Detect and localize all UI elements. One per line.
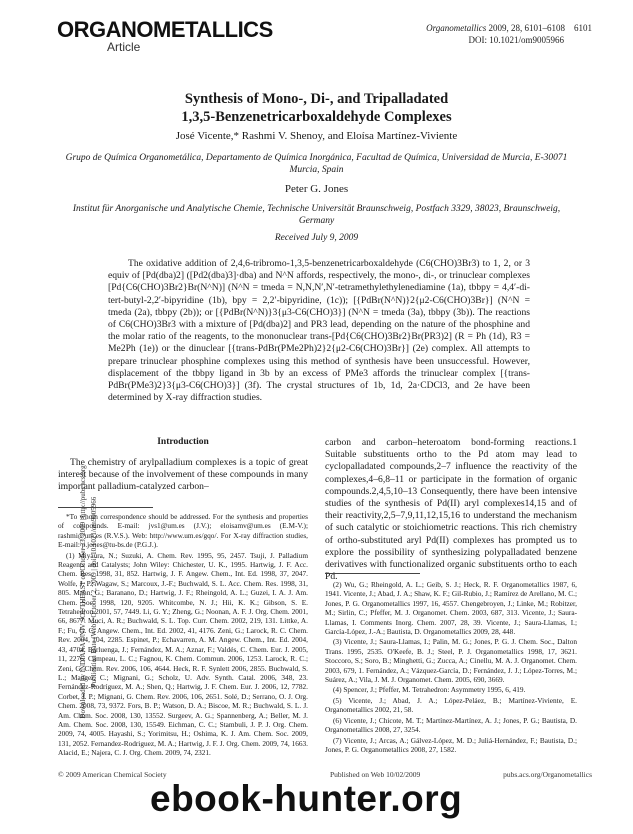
introduction-continued: carbon and carbon–heteroatom bond-forming reactions.1 Suitable substituents ortho to the Pd atom may lead to cyclopalladated compounds,2–7 influence the reactivity of the complexes,4–6,8–11 or participate in the formation of organic compounds.2,4,5,10–13 Consequently, there have been intensive studies of the synthesis of Pd(II) aryl complexes14,15 and of their reactivity,2,5–7,9,11,12,15,16 to understand the mechanism of such catalytic or stoichiometric reactions. This rich chemistry of ortho-substituted aryl Pd(II) complexes has prompted us to explore the possibility of synthesizing polypalladated benzene derivatives with functionalized organic substituents ortho to each Pd. (325, 437, 577, 583)
published-date: Published on Web 10/02/2009 (330, 770, 421, 779)
footnote-divider-right (325, 573, 420, 574)
article-type-label: Article (107, 40, 141, 54)
reference-5: (5) Vicente, J.; Abad, J. A.; López-Peláez, B.; Martínez-Viviente, E. Organometallics 2002, 21, 58. (325, 695, 577, 715)
reference-1: (1) Miyaura, N.; Suzuki, A. Chem. Rev. 1995, 95, 2457. Tsuji, J. Palladium Reagents and Catalysts; John Wiley: Chichester, U. K., 1995. Hartwig, J. F. Acc. Chem. Res. 1998, 31, 852. Hartwig, J. F. Angew. Chem., Int. Ed. 1998, 37, 2047. Wolfe, J. P.; Wagaw, S.; Marcoux, J.-F.; Buchwald, S. L. Acc. Chem. Res. 1998, 31, 805. Mann, G.; Baranano, D.; Hartwig, J. F.; Rheingold, A. L.; Guzei, I. A. J. Am. Chem. Soc. 1998, 120, 9205. Whitcombe, N. J.; Hii, K. K.; Gibson, S. E. Tetrahedron 2001, 57, 7449. Li, G. Y.; Zheng, G.; Noonan, A. F. J. Org. Chem. 2001, 66, 8677. Muci, A. R.; Buchwald, S. L. Top. Curr. Chem. 2002, 219, 131. Littke, A. F.; Fu, G. C. Angew. Chem., Int. Ed. 2002, 41, 4176. Zeni, G.; Larock, R. C. Chem. Rev. 2004, 104, 2285. Espinet, P.; Echavarren, A. M. Angew. Chem., Int. Ed. 2004, 43, 4704. Barluenga, J.; Fernández, M. A.; Aznar, F.; Valdés, C. Chem. Eur. J. 2005, 11, 2276. Campeau, L. C.; Fagnou, K. Chem. Commun. 2006, 1253. Larock, R. C.; Zeni, G. Chem. Rev. 2006, 106, 4644. Heck, R. F. Synlett 2006, 2855. Buchwald, S. L.; Mauger, C.; Mignani, G.; Scholz, U. Adv. Synth. Catal. 2006, 348, 23. Fernández-Rodríguez, M. A.; Shen, Q.; Hartwig, J. F. Chem. Eur. J. 2006, 12, 7782. Corbet, J. P.; Mignani, G. Chem. Rev. 2006, 106, 2651. Solé, D.; Serrano, O. J. Org. Chem. 2008, 73, 9372. Fors, B. P.; Watson, D. A.; Biscoe, M. R.; Buchwald, S. L. J. Am. Chem. Soc. 2008, 130, 13552. Surgeev, A. G.; Spannenberg, A.; Beller, M. J. Am. Chem. Soc. 2008, 130, 15549. Eichman, C. C.; Stambuli, J. P. J. Org. Chem. 2009, 74, 4005. Hayashi, S.; Yorimitsu, H.; Oshima, K. J. Am. Chem. Soc. 2009, 131, 2052. Fernandez-Rodriguez, M. A.; Hartwig, J. F. J. Org. Chem. 2009, 74, 1663. Alacid, E.; Najera, C. J. Org. Chem. 2009, 74, 2321. (58, 550, 308, 758)
footnotes-left-column (58, 512, 308, 759)
footnote-divider-left (58, 507, 153, 508)
journal-citation (426, 22, 592, 46)
sidebar-publication-line: Publication Date (Web): October 2, 2009 | doi: 10.1021/om9005966 (90, 496, 98, 688)
introduction-paragraph: The chemistry of arylpalladium complexes is a topic of great interest because of the involvement of these compounds in many important palladium-catalyzed carbon– (58, 457, 308, 493)
page-number: 6101 (574, 23, 592, 33)
journal-logo (57, 17, 273, 54)
reference-2: (2) Wu, G.; Rheingold, A. L.; Geib, S. J.; Heck, R. F. Organometallics 1987, 6, 1941. Vicente, J.; Abad, J. A.; Shaw, K. F.; Gil-Rubio, J.; Ramírez de Arellano, M. C.; Jones, P. G. Organometallics 1997, 16, 4557. Chengebroyen, J.; Linke, M.; Robitzer, M.; Sirlin, C.; Pfeffer, M. J. Organomet. Chem. 2003, 687, 313. Vicente, J.; Saura-Llamas, I. Comments Inorg. Chem. 2007, 28, 39. Vicente, J.; Saura-Llamas, I.; García-López, J.-A.; Bautista, D. Organometallics 2009, 28, 448. (325, 580, 577, 637)
doi: DOI: 10.1021/om9005966 (468, 35, 564, 45)
copyright-notice: © 2009 American Chemical Society (58, 770, 167, 779)
sidebar-download-line: Downloaded by INDIANA UNIV SOUTHEAST on October 23, 2009 | http://pubs.acs.org (79, 465, 87, 719)
author-list: José Vicente,* Rashmi V. Shenoy, and Eloísa Martínez-Viviente (175, 130, 458, 142)
title-line-1: Synthesis of Mono-, Di-, and Tripalladated (184, 91, 449, 107)
citation-journal-name: Organometallics (426, 23, 487, 33)
reference-3: (3) Vicente, J.; Saura-Llamas, I.; Palin, M. G.; Jones, P. G. J. Chem. Soc., Dalton Trans. 1995, 2535. O'Keefe, B. J.; Steel, P. J. Organometallics 1998, 17, 3621. Stoccoro, S.; Soro, B.; Minghetti, G.; Zucca, A.; Cinellu, M. A. J. Organomet. Chem. 2003, 679, 1. Fernández, A.; Vázquez-García, D.; Fernández, J. J.; López-Torres, M.; Suárez, A.; Vila, J. M. J. Organomet. Chem. 2005, 690, 3669. (325, 637, 577, 685)
footnotes-right-column (325, 580, 577, 755)
watermark-text: ebook-hunter.org (150, 778, 463, 819)
journal-logo-word: ORGANOMETALLICS (57, 17, 273, 42)
citation-volume-pages: 2009, 28, 6101–6108 (486, 23, 565, 33)
corresponding-author-note: *To whom correspondence should be addressed. For the synthesis and properties of compounds. E-mail: jvs1@um.es (J.V.); eloisamv@um.es (E.M-V.); rashmi@um.es (R.V.S.). Web: http://www.um.es/gqo/. For X-ray diffraction studies, E-mail: p.jones@tu-bs.de (P.G.J.). (58, 512, 308, 550)
received-date: Received July 9, 2009 (274, 233, 359, 243)
journal-url[interactable]: pubs.acs.org/Organometallics (503, 770, 592, 779)
reference-7: (7) Vicente, J.; Arcas, A.; Gálvez-López, M. D.; Juliá-Hernández, F.; Bautista, D.; Jones, P. G. Organometallics 2008, 27, 1582. (325, 735, 577, 754)
section-heading-introduction: Introduction (157, 437, 209, 447)
reference-6: (6) Vicente, J.; Chicote, M. T.; Martínez-Martínez, A. J.; Jones, P. G.; Bautista, D. Organometallics 2008, 27, 3254. (325, 715, 577, 735)
affiliation-murcia: Grupo de Química Organometálica, Departamento de Química Inorgánica, Facultad de Química, Universidad de Murcia, E-30071 Murcia, Spain (65, 153, 568, 175)
reference-4: (4) Spencer, J.; Pfeffer, M. Tetrahedron: Asymmetry 1995, 6, 419. (333, 685, 526, 695)
affiliation-braunschweig: Institut für Anorganische und Analytische Chemie, Technische Universität Braunschweig, Postfach 3329, 38023, Braunschweig, Germany (72, 204, 561, 226)
author-list-2: Peter G. Jones (284, 183, 349, 195)
article-title (60, 90, 573, 126)
abstract: The oxidative addition of 2,4,6-tribromo-1,3,5-benzenetricarboxaldehyde (C6(CHO)3Br3) to 1, 2, or 3 equiv of [Pd(dba)2] ([Pd2(dba)3]·dba) and N^N affords, respectively, the mono-, di-, or trinuclear complexes [Pd{C6(CHO)3Br2}Br(N^N)] (N^N = tmeda = N,N,N′,N′-tetramethylethylenediamine (1a), tbbpy = 4,4′-di-tert-butyl-2,2′-bipyridine (1b), bpy = 2,2′-bipyridine, (1c)); [{PdBr(N^N)}2{μ2-C6(CHO)3Br}] (N^N = tmeda (2a), tbbpy (2b)); or [{PdBr(N^N)}3{μ3-C6(CHO)3}] (N^N = tmeda (3a), tbbpy (3b)). The reactions of C6(CHO)3Br3 with a mixture of [Pd(dba)2] and PR3 lead, depending on the nature of the phosphine and the molar ratio of the reagents, to the mononuclear trans-[Pd{C6(CHO)3Br2}Br(PR3)2] (R = Ph (1d), R3 = Me2Ph (1e)) or the dinuclear [{trans-PdBr(PMe2Ph)2}2{μ2-C6(CHO)3Br}] (2e) complex. All attempts to prepare trinuclear phosphine complexes using this method of synthesis have been unsuccessful. However, displacement of the tbbpy ligand in 3b by an excess of PMe3 affords the trinuclear complex [{trans-PdBr(PMe3)2}3{μ3-C6(CHO)3}] (3f). The crystal structures of 1b, 1d, 2a·CDCl3, and 2e have been determined by X-ray diffraction studies. (108, 258, 530, 404)
title-line-2: 1,3,5-Benzenetricarboxaldehyde Complexes (181, 109, 452, 125)
